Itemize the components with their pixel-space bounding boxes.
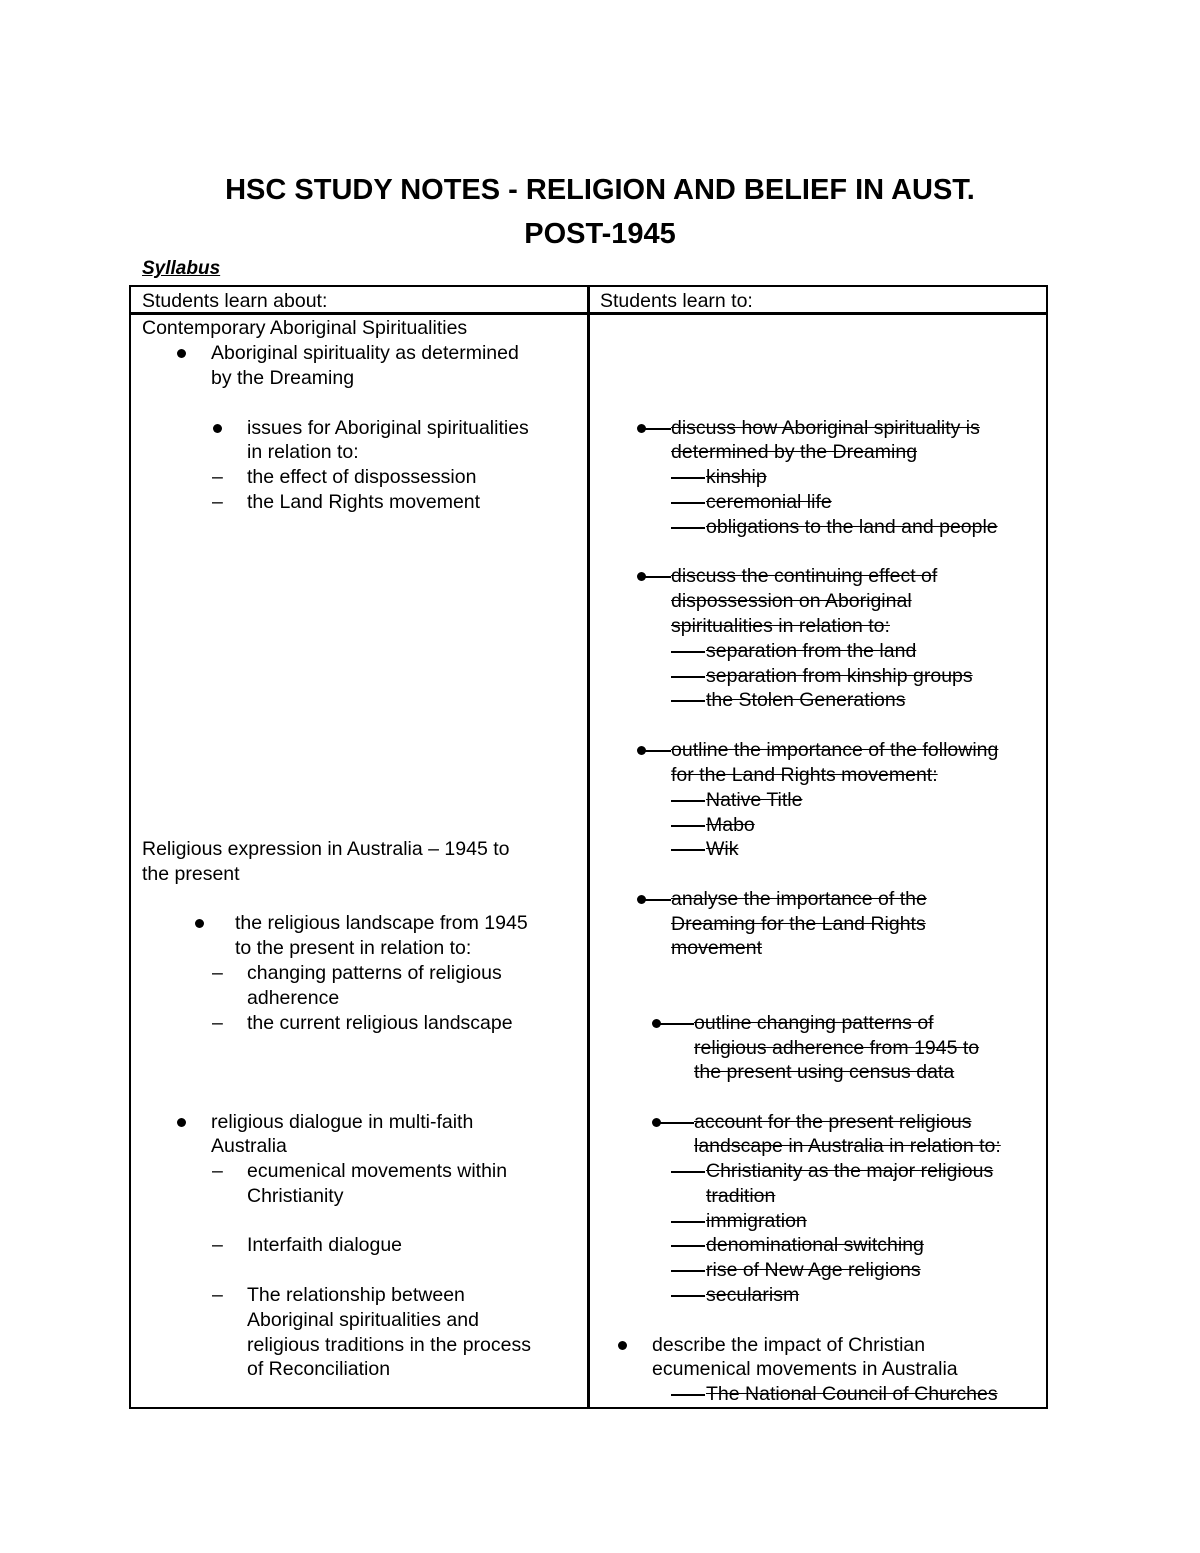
page-title: HSC STUDY NOTES - RELIGION AND BELIEF IN AUST. (225, 174, 975, 206)
strike-dash-icon (671, 700, 705, 702)
right-sub-item: secularism (706, 1284, 800, 1306)
right-outcome-text: outline the importance of the following (671, 739, 999, 761)
strike-dash-icon (671, 849, 705, 851)
strike-mark (660, 1023, 694, 1025)
left-bullet-text: religious dialogue in multi-faith (211, 1111, 474, 1133)
right-outcome-text: the present using census data (694, 1061, 955, 1083)
right-sub-item: obligations to the land and people (706, 516, 998, 538)
strike-dash-icon (671, 502, 705, 504)
right-sub-item: separation from kinship groups (706, 665, 973, 687)
right-sub-item: Christianity as the major religious (706, 1160, 994, 1182)
left-bullet-text: Australia (211, 1135, 287, 1157)
strike-dash-icon (671, 1394, 705, 1396)
right-outcome-text: for the Land Rights movement: (671, 764, 938, 786)
dash-icon: – (212, 1012, 223, 1034)
left-heading-aboriginal: Contemporary Aboriginal Spiritualities (142, 317, 468, 339)
left-sub-item: religious traditions in the process (247, 1334, 531, 1356)
header-learn-about: Students learn about: (142, 290, 328, 312)
right-outcome-text: landscape in Australia in relation to: (694, 1135, 1001, 1157)
left-bullet-text: to the present in relation to: (235, 937, 472, 959)
dash-icon: – (212, 1234, 223, 1256)
strike-dash-icon (671, 1245, 705, 1247)
left-sub-item: Interfaith dialogue (247, 1234, 403, 1256)
right-sub-item: tradition (706, 1185, 776, 1207)
dash-icon: – (212, 466, 223, 488)
right-outcome-text: outline changing patterns of (694, 1012, 934, 1034)
left-bullet-text: issues for Aboriginal spiritualities (247, 417, 529, 439)
strike-mark (645, 899, 671, 901)
bullet-icon (213, 424, 222, 433)
right-outcome-text: ecumenical movements in Australia (652, 1358, 958, 1380)
right-sub-item: The National Council of Churches (706, 1383, 998, 1405)
page-title-line-2: POST-1945 (524, 218, 676, 250)
strike-dash-icon (671, 825, 705, 827)
strike-dash-icon (671, 527, 705, 529)
strike-dash-icon (671, 651, 705, 653)
left-sub-item: The relationship between (247, 1284, 465, 1306)
left-bullet-text: in relation to: (247, 441, 359, 463)
right-sub-item: immigration (706, 1210, 807, 1232)
right-outcome-text: religious adherence from 1945 to (694, 1037, 980, 1059)
left-sub-item: of Reconciliation (247, 1358, 391, 1380)
bullet-icon (618, 1341, 627, 1350)
left-sub-item: Christianity (247, 1185, 344, 1207)
strike-dash-icon (671, 676, 705, 678)
right-outcome-text: dispossession on Aboriginal (671, 590, 912, 612)
right-outcome-text: determined by the Dreaming (671, 441, 918, 463)
dash-icon: – (212, 1284, 223, 1306)
dash-icon: – (212, 491, 223, 513)
left-bullet-text: the religious landscape from 1945 (235, 912, 528, 934)
strike-dash-icon (671, 1270, 705, 1272)
right-sub-item: separation from the land (706, 640, 917, 662)
right-sub-item: ceremonial life (706, 491, 832, 513)
left-bullet-text: Aboriginal spirituality as determined (211, 342, 519, 364)
left-sub-item: adherence (247, 987, 340, 1009)
right-outcome-text: discuss how Aboriginal spirituality is (671, 417, 980, 439)
right-sub-item: kinship (706, 466, 767, 488)
bullet-icon (195, 919, 204, 928)
strike-dash-icon (671, 477, 705, 479)
right-outcome-text: account for the present religious (694, 1111, 972, 1133)
syllabus-label: Syllabus (142, 258, 221, 279)
right-sub-item: Wik (706, 838, 739, 860)
right-outcome-text: analyse the importance of the (671, 888, 927, 910)
right-sub-item: Native Title (706, 789, 803, 811)
strike-dash-icon (671, 1221, 705, 1223)
left-heading-religious-expression-2: the present (142, 863, 240, 885)
right-sub-item: Mabo (706, 814, 755, 836)
right-outcome-text: describe the impact of Christian (652, 1334, 926, 1356)
right-outcome-text: movement (671, 937, 763, 959)
strike-dash-icon (671, 800, 705, 802)
strike-mark (645, 750, 671, 752)
left-sub-item: Aboriginal spiritualities and (247, 1309, 479, 1331)
left-sub-item: the current religious landscape (247, 1012, 513, 1034)
left-sub-item: ecumenical movements within (247, 1160, 508, 1182)
right-outcome-text: spiritualities in relation to: (671, 615, 890, 637)
column-divider (587, 285, 590, 1409)
left-sub-item: the Land Rights movement (247, 491, 481, 513)
bullet-icon (177, 349, 186, 358)
strike-mark (660, 1122, 694, 1124)
bullet-icon (177, 1118, 186, 1127)
left-bullet-text: by the Dreaming (211, 367, 355, 389)
right-sub-item: denominational switching (706, 1234, 924, 1256)
strike-mark (645, 576, 671, 578)
strike-dash-icon (671, 1295, 705, 1297)
strike-mark (645, 428, 671, 430)
left-sub-item: changing patterns of religious (247, 962, 502, 984)
header-learn-to: Students learn to: (600, 290, 753, 312)
right-sub-item: the Stolen Generations (706, 689, 906, 711)
left-sub-item: the effect of dispossession (247, 466, 477, 488)
left-heading-religious-expression: Religious expression in Australia – 1945 to (142, 838, 510, 860)
strike-dash-icon (671, 1171, 705, 1173)
dash-icon: – (212, 1160, 223, 1182)
right-sub-item: rise of New Age religions (706, 1259, 921, 1281)
right-outcome-text: Dreaming for the Land Rights (671, 913, 926, 935)
right-outcome-text: discuss the continuing effect of (671, 565, 938, 587)
dash-icon: – (212, 962, 223, 984)
